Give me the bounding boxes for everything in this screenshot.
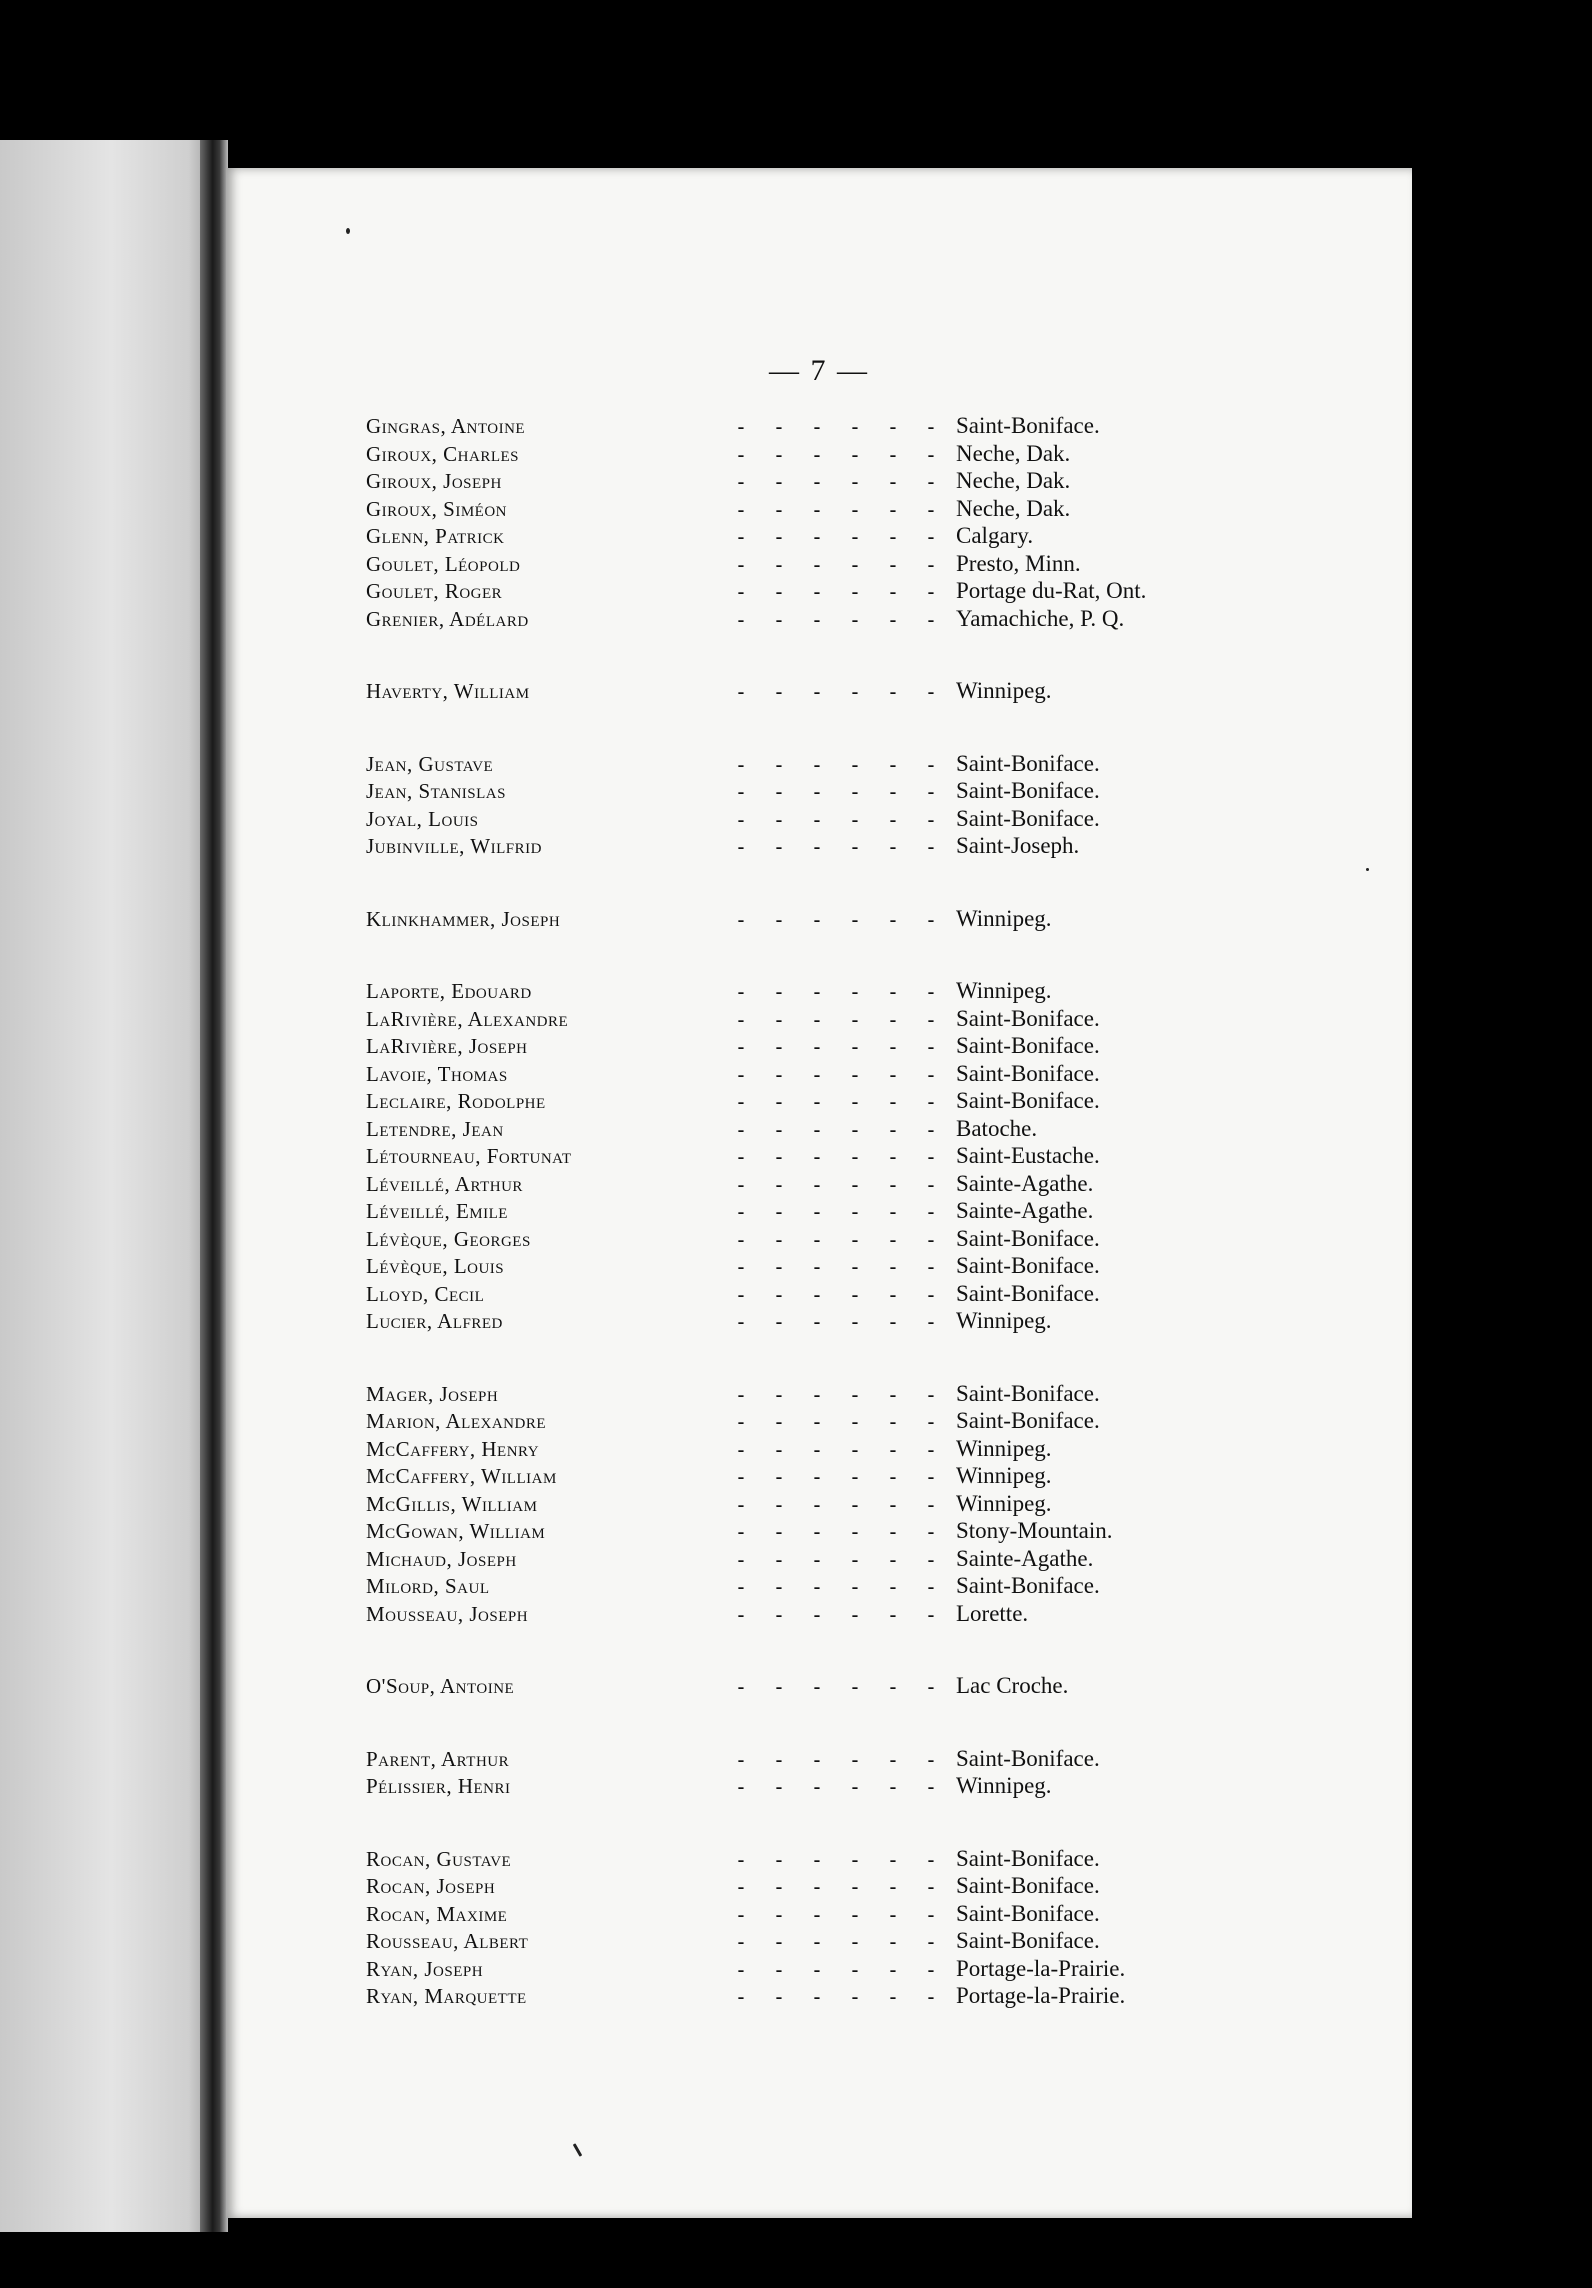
- place-name: Saint-Boniface.: [956, 1873, 1100, 1898]
- person-name: LaRivière, Joseph: [366, 1034, 528, 1058]
- list-item: [366, 551, 1366, 579]
- dot-leader: - - - - - -: [737, 1438, 935, 1461]
- dot-leader: - - - - - -: [737, 781, 935, 803]
- list-item: [366, 778, 1366, 806]
- page-number: — 7 —: [769, 354, 869, 387]
- dot-leader: - - - - - -: [737, 981, 935, 1003]
- dot-leader: - - - - - -: [737, 416, 935, 438]
- place-name: Winnipeg.: [956, 905, 1052, 931]
- list-item: [366, 1006, 1366, 1034]
- place-name: Neche, Dak.: [956, 495, 1071, 521]
- dot-leader: - - - - - -: [737, 1256, 935, 1278]
- place-name: Lorette.: [956, 1600, 1029, 1626]
- place-name: Saint-Boniface.: [956, 1253, 1100, 1278]
- dot-leader: - - - - - -: [737, 1748, 935, 1771]
- dot-leader: - - - - - -: [737, 498, 935, 521]
- list-item: [366, 441, 1366, 469]
- list-item: [366, 1463, 1366, 1491]
- dot-leader: - - - - - -: [737, 1146, 935, 1168]
- scan-speck: [573, 2143, 583, 2157]
- dot-leader: - - - - - -: [737, 1311, 935, 1333]
- dot-leader: - - - - - -: [737, 471, 935, 493]
- person-name: McCaffery, William: [366, 1464, 557, 1488]
- dot-leader: - - - - - -: [737, 681, 935, 703]
- letter-section: [366, 1673, 1366, 1701]
- list-item: [366, 523, 1366, 551]
- list-item: [366, 1088, 1366, 1116]
- place-name: Sainte-Agathe.: [956, 1545, 1094, 1571]
- list-item: [366, 906, 1366, 934]
- person-name: Jubinville, Wilfrid: [366, 834, 542, 858]
- person-name: Parent, Arthur: [366, 1746, 510, 1771]
- person-name: Lloyd, Cecil: [366, 1281, 485, 1306]
- list-item: [366, 1408, 1366, 1436]
- person-name: Ryan, Marquette: [366, 1984, 527, 2008]
- dot-leader: - - - - - -: [737, 1173, 935, 1196]
- person-name: Rocan, Joseph: [366, 1874, 496, 1898]
- dot-leader: - - - - - -: [737, 553, 935, 576]
- dot-leader: - - - - - -: [737, 1493, 935, 1516]
- letter-section: [366, 1381, 1366, 1629]
- person-name: Lucier, Alfred: [366, 1309, 503, 1333]
- place-name: Saint-Boniface.: [956, 1280, 1100, 1306]
- person-name: Grenier, Adélard: [366, 606, 529, 631]
- list-item: [366, 1573, 1366, 1601]
- list-item: [366, 1928, 1366, 1956]
- place-name: Batoche.: [956, 1115, 1038, 1141]
- place-name: Portage-la-Prairie.: [956, 1955, 1126, 1981]
- letter-section: [366, 906, 1366, 934]
- list-item: [366, 468, 1366, 496]
- place-name: Portage-la-Prairie.: [956, 1983, 1126, 2008]
- place-name: Saint-Joseph.: [956, 833, 1080, 858]
- letter-section: [366, 1846, 1366, 2011]
- list-item: [366, 1226, 1366, 1254]
- list-item: [366, 1773, 1366, 1801]
- person-name: Ryan, Joseph: [366, 1956, 484, 1981]
- person-name: Haverty, William: [366, 679, 530, 703]
- previous-page-fragment: [0, 140, 222, 2232]
- person-name: Rocan, Gustave: [366, 1846, 512, 1871]
- person-name: Jean, Gustave: [366, 751, 494, 776]
- person-name: McGowan, William: [366, 1519, 546, 1543]
- list-item: [366, 1436, 1366, 1464]
- person-name: Rousseau, Albert: [366, 1929, 529, 1953]
- person-name: Mousseau, Joseph: [366, 1601, 529, 1626]
- person-name: O'Soup, Antoine: [366, 1674, 515, 1698]
- dot-leader: - - - - - -: [737, 1521, 935, 1543]
- dot-leader: - - - - - -: [737, 836, 935, 858]
- list-item: [366, 1381, 1366, 1409]
- letter-section: [366, 413, 1366, 633]
- place-name: Winnipeg.: [956, 1463, 1052, 1488]
- list-item: [366, 496, 1366, 524]
- person-name: Jean, Stanislas: [366, 779, 506, 803]
- person-name: McCaffery, Henry: [366, 1436, 540, 1461]
- person-name: Klinkhammer, Joseph: [366, 906, 561, 931]
- place-name: Calgary.: [956, 523, 1034, 548]
- list-item: [366, 1746, 1366, 1774]
- dot-leader: - - - - - -: [737, 1848, 935, 1871]
- list-item: [366, 1873, 1366, 1901]
- list-item: [366, 413, 1366, 441]
- letter-section: [366, 678, 1366, 706]
- dot-leader: - - - - - -: [737, 908, 935, 931]
- person-name: Mager, Joseph: [366, 1381, 499, 1406]
- dot-leader: - - - - - -: [737, 1118, 935, 1141]
- place-name: Saint-Boniface.: [956, 1033, 1100, 1058]
- dot-leader: - - - - - -: [737, 1548, 935, 1571]
- list-item: [366, 978, 1366, 1006]
- place-name: Winnipeg.: [956, 978, 1052, 1003]
- dot-leader: - - - - - -: [737, 1283, 935, 1306]
- list-item: [366, 1061, 1366, 1089]
- list-item: [366, 1601, 1366, 1629]
- place-name: Neche, Dak.: [956, 440, 1071, 466]
- person-name: Léveillé, Arthur: [366, 1171, 523, 1196]
- person-name: Joyal, Louis: [366, 806, 479, 831]
- scan-speck: [1366, 868, 1369, 871]
- list-item: [366, 1033, 1366, 1061]
- person-name: Goulet, Roger: [366, 579, 503, 603]
- dot-leader: - - - - - -: [737, 1466, 935, 1488]
- dot-leader: - - - - - -: [737, 1091, 935, 1113]
- dot-leader: - - - - - -: [737, 1931, 935, 1953]
- dot-leader: - - - - - -: [737, 443, 935, 466]
- place-name: Saint-Boniface.: [956, 750, 1100, 776]
- place-name: Saint-Boniface.: [956, 413, 1100, 438]
- place-name: Saint-Boniface.: [956, 1060, 1100, 1086]
- list-item: [366, 1491, 1366, 1519]
- scan-speck: [346, 228, 350, 234]
- dot-leader: - - - - - -: [737, 1958, 935, 1981]
- list-item: [366, 1846, 1366, 1874]
- dot-leader: - - - - - -: [737, 1676, 935, 1698]
- person-name: Gingras, Antoine: [366, 414, 526, 438]
- dot-leader: - - - - - -: [737, 1876, 935, 1898]
- person-name: Giroux, Joseph: [366, 469, 502, 493]
- place-name: Yamachiche, P. Q.: [956, 605, 1125, 631]
- list-item: [366, 806, 1366, 834]
- place-name: Sainte-Agathe.: [956, 1198, 1094, 1223]
- place-name: Winnipeg.: [956, 678, 1052, 703]
- dot-leader: - - - - - -: [737, 581, 935, 603]
- person-name: Michaud, Joseph: [366, 1546, 517, 1571]
- person-name: McGillis, William: [366, 1491, 538, 1516]
- place-name: Saint-Boniface.: [956, 1845, 1100, 1871]
- person-name: Leclaire, Rodolphe: [366, 1089, 546, 1113]
- list-item: [366, 1308, 1366, 1336]
- place-name: Presto, Minn.: [956, 550, 1081, 576]
- list-item: [366, 1956, 1366, 1984]
- dot-leader: - - - - - -: [737, 1603, 935, 1626]
- person-name: Letendre, Jean: [366, 1116, 504, 1141]
- list-item: [366, 678, 1366, 706]
- person-name: Glenn, Patrick: [366, 524, 505, 548]
- person-name: Lévèque, Louis: [366, 1254, 505, 1278]
- person-name: Pélissier, Henri: [366, 1774, 511, 1798]
- dot-leader: - - - - - -: [737, 1008, 935, 1031]
- place-name: Sainte-Agathe.: [956, 1170, 1094, 1196]
- person-name: Lévèque, Georges: [366, 1226, 531, 1251]
- list-item: [366, 1253, 1366, 1281]
- dot-leader: - - - - - -: [737, 1036, 935, 1058]
- place-name: Saint-Boniface.: [956, 1573, 1100, 1598]
- dot-leader: - - - - - -: [737, 1903, 935, 1926]
- person-name: Létourneau, Fortunat: [366, 1144, 572, 1168]
- letter-section: [366, 1746, 1366, 1801]
- name-place-list: [366, 413, 1366, 2056]
- letter-section: [366, 751, 1366, 861]
- person-name: Rocan, Maxime: [366, 1901, 508, 1926]
- dot-leader: - - - - - -: [737, 1411, 935, 1433]
- list-item: [366, 1983, 1366, 2011]
- list-item: [366, 578, 1366, 606]
- dot-leader: - - - - - -: [737, 1383, 935, 1406]
- place-name: Winnipeg.: [956, 1490, 1052, 1516]
- dot-leader: - - - - - -: [737, 808, 935, 831]
- person-name: Léveillé, Emile: [366, 1199, 508, 1223]
- place-name: Neche, Dak.: [956, 468, 1071, 493]
- list-item: [366, 751, 1366, 779]
- dot-leader: - - - - - -: [737, 1063, 935, 1086]
- place-name: Saint-Boniface.: [956, 805, 1100, 831]
- place-name: Lac Croche.: [956, 1673, 1069, 1698]
- list-item: [366, 1116, 1366, 1144]
- person-name: Lavoie, Thomas: [366, 1061, 508, 1086]
- list-item: [366, 1546, 1366, 1574]
- person-name: Milord, Saul: [366, 1574, 490, 1598]
- place-name: Saint-Boniface.: [956, 1408, 1100, 1433]
- place-name: Saint-Boniface.: [956, 1380, 1100, 1406]
- dot-leader: - - - - - -: [737, 1776, 935, 1798]
- place-name: Saint-Boniface.: [956, 1225, 1100, 1251]
- place-name: Saint-Boniface.: [956, 1900, 1100, 1926]
- place-name: Winnipeg.: [956, 1435, 1052, 1461]
- book-gutter: [200, 140, 228, 2232]
- dot-leader: - - - - - -: [737, 526, 935, 548]
- dot-leader: - - - - - -: [737, 1228, 935, 1251]
- letter-section: [366, 978, 1366, 1336]
- list-item: [366, 606, 1366, 634]
- dot-leader: - - - - - -: [737, 1986, 935, 2008]
- person-name: Goulet, Léopold: [366, 551, 521, 576]
- person-name: Marion, Alexandre: [366, 1409, 546, 1433]
- list-item: [366, 1281, 1366, 1309]
- list-item: [366, 1673, 1366, 1701]
- list-item: [366, 1518, 1366, 1546]
- place-name: Winnipeg.: [956, 1308, 1052, 1333]
- dot-leader: - - - - - -: [737, 1576, 935, 1598]
- place-name: Saint-Boniface.: [956, 778, 1100, 803]
- list-item: [366, 1901, 1366, 1929]
- place-name: Saint-Boniface.: [956, 1005, 1100, 1031]
- person-name: Giroux, Charles: [366, 441, 520, 466]
- place-name: Saint-Boniface.: [956, 1745, 1100, 1771]
- place-name: Saint-Boniface.: [956, 1088, 1100, 1113]
- place-name: Saint-Eustache.: [956, 1143, 1100, 1168]
- list-item: [366, 1171, 1366, 1199]
- person-name: Laporte, Edouard: [366, 979, 532, 1003]
- place-name: Stony-Mountain.: [956, 1518, 1113, 1543]
- place-name: Portage du-Rat, Ont.: [956, 578, 1147, 603]
- dot-leader: - - - - - -: [737, 753, 935, 776]
- list-item: [366, 1143, 1366, 1171]
- person-name: Giroux, Siméon: [366, 496, 508, 521]
- dot-leader: - - - - - -: [737, 608, 935, 631]
- place-name: Winnipeg.: [956, 1773, 1052, 1798]
- dot-leader: - - - - - -: [737, 1201, 935, 1223]
- list-item: [366, 1198, 1366, 1226]
- place-name: Saint-Boniface.: [956, 1928, 1100, 1953]
- scanned-page: [226, 168, 1412, 2218]
- person-name: LaRivière, Alexandre: [366, 1006, 569, 1031]
- list-item: [366, 833, 1366, 861]
